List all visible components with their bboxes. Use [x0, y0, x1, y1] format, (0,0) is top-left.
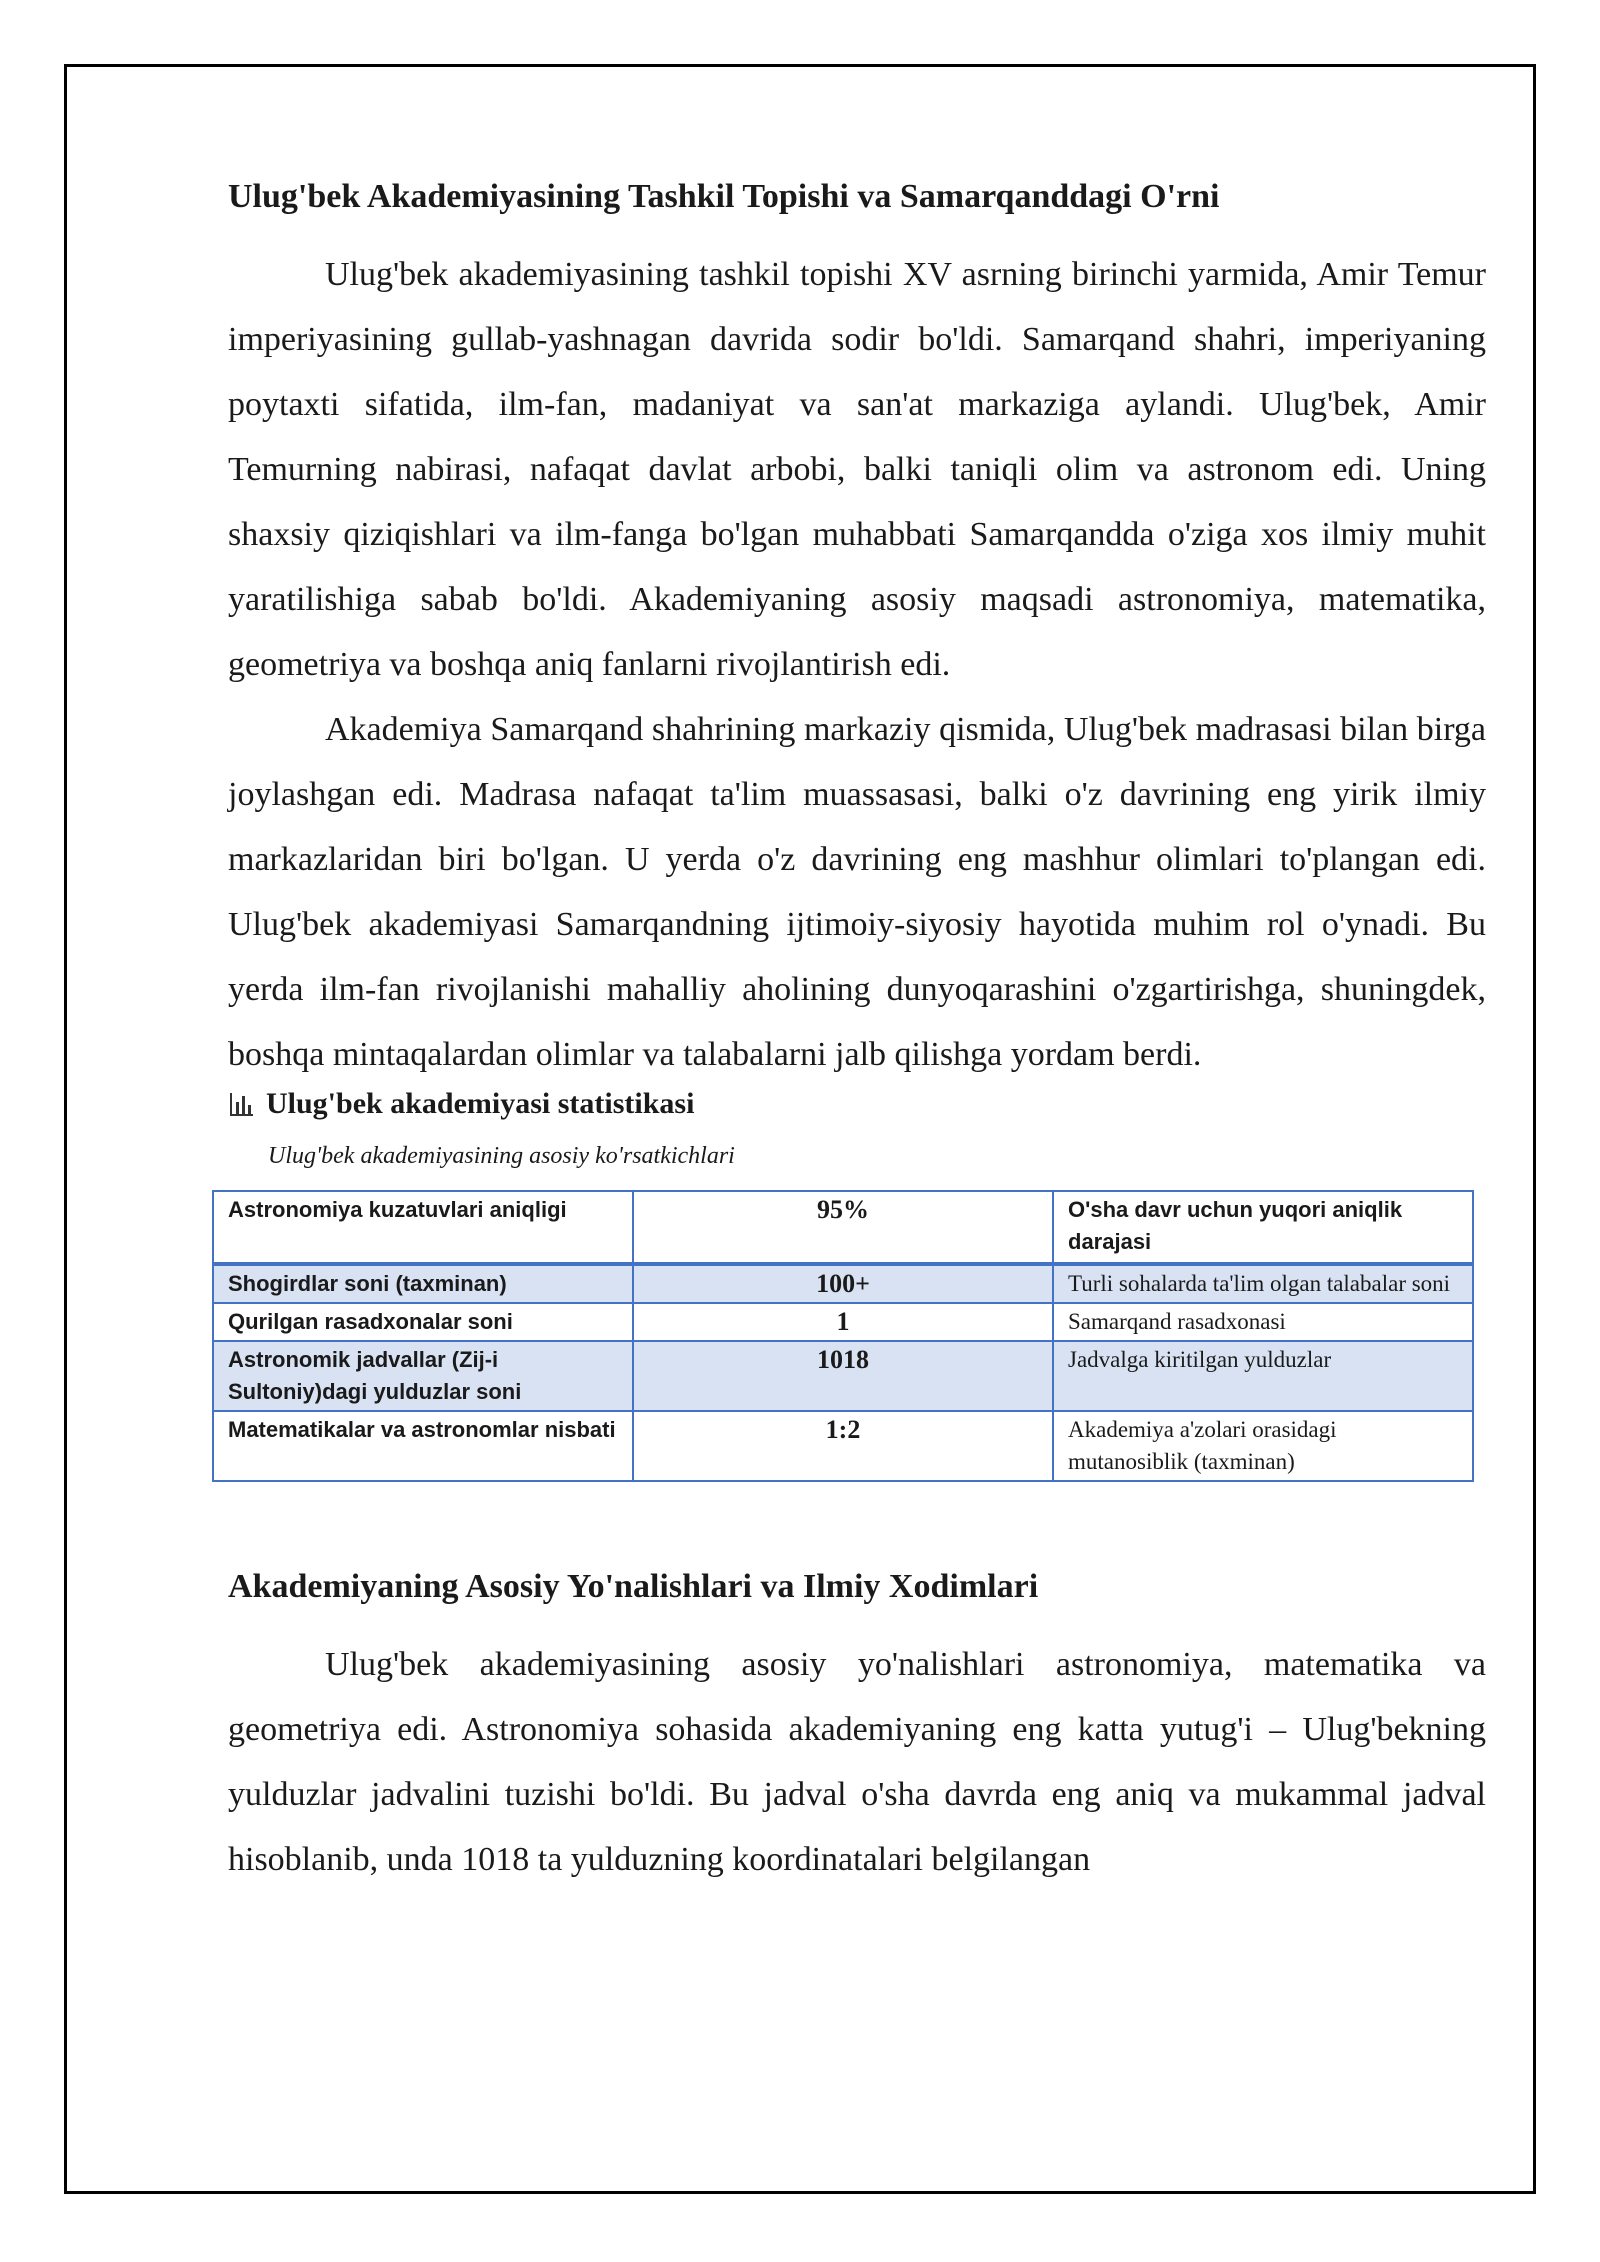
- section-heading: Akademiyaning Asosiy Yo'nalishlari va Ilmiy Xodimlari: [228, 1568, 1039, 1605]
- table-row: [213, 1264, 1473, 1303]
- row-value: 1:2: [633, 1411, 1053, 1481]
- row-value: 100+: [633, 1264, 1053, 1303]
- row-label: Qurilgan rasadxonalar soni: [213, 1303, 633, 1341]
- stats-subtitle: Ulug'bek akademiyasining asosiy ko'rsatkichlari: [268, 1143, 735, 1169]
- row-note: Samarqand rasadxonasi: [1053, 1303, 1473, 1341]
- document-content: [228, 170, 1486, 1892]
- row-value: 1: [633, 1303, 1053, 1341]
- row-label: Astronomiya kuzatuvlari aniqligi: [213, 1191, 633, 1264]
- row-note: Turli sohalarda ta'lim olgan talabalar soni: [1053, 1264, 1473, 1303]
- table-row: [213, 1191, 1473, 1264]
- row-note: Jadvalga kiritilgan yulduzlar: [1053, 1341, 1473, 1411]
- table-row: [213, 1341, 1473, 1411]
- paragraph: Ulug'bek akademiyasining asosiy yo'nalishlari astronomiya, matematika va geometriya edi. Astronomiya sohasida akademiyaning eng katta yutug'i – Ulug'bekning yulduzlar jadvalini tuzishi bo'ldi. Bu jadval o'sha davrda eng aniq va mukammal jadval hisoblanib, unda 1018 ta yulduzning koordinatalari belgilangan: [228, 1646, 1486, 1878]
- row-value: 1018: [633, 1341, 1053, 1411]
- row-note: Akademiya a'zolari orasidagi mutanosiblik (taxminan): [1053, 1411, 1473, 1481]
- paragraph: Ulug'bek akademiyasining tashkil topishi XV asrning birinchi yarmida, Amir Temur imperiyasining gullab-yashnagan davrida sodir bo'ldi. Samarqand shahri, imperiyaning poytaxti sifatida, ilm-fan, madaniyat va san'at markaziga aylandi. Ulug'bek, Amir Temurning nabirasi, nafaqat davlat arbobi, balki taniqli olim va astronom edi. Uning shaxsiy qiziqishlari va ilm-fanga bo'lgan muhabbati Samarqandda o'ziga xos ilmiy muhit yaratilishiga sabab bo'ldi. Akademiyaning asosiy maqsadi astronomiya, matematika, geometriya va boshqa aniq fanlarni rivojlantirish edi.: [228, 256, 1486, 683]
- bar-chart-icon: [228, 1090, 256, 1118]
- table-row: [213, 1303, 1473, 1341]
- table-row: [213, 1411, 1473, 1481]
- stats-title-text: Ulug'bek akademiyasi statistikasi: [266, 1087, 695, 1120]
- row-note: O'sha davr uchun yuqori aniqlik darajasi: [1053, 1191, 1473, 1264]
- paragraph: Akademiya Samarqand shahrining markaziy qismida, Ulug'bek madrasasi bilan birga joylashgan edi. Madrasa nafaqat ta'lim muassasasi, balki o'z davrining eng yirik ilmiy markazlaridan biri bo'lgan. U yerda o'z davrining eng mashhur olimlari to'plangan edi. Ulug'bek akademiyasi Samarqandning ijtimoiy-siyosiy hayotida muhim rol o'ynadi. Bu yerda ilm-fan rivojlanishi mahalliy aholining dunyoqarashini o'zgartirishga, shuningdek, boshqa mintaqalardan olimlar va talabalarni jalb qilishga yordam berdi.: [228, 711, 1486, 1073]
- row-label: Shogirdlar soni (taxminan): [213, 1264, 633, 1303]
- row-value: 95%: [633, 1191, 1053, 1264]
- stats-title: [228, 1087, 1486, 1121]
- section-heading: Ulug'bek Akademiyasining Tashkil Topishi va Samarqanddagi O'rni: [228, 178, 1220, 215]
- stats-table: [212, 1190, 1474, 1482]
- row-label: Astronomik jadvallar (Zij-i Sultoniy)dagi yulduzlar soni: [213, 1341, 633, 1411]
- row-label: Matematikalar va astronomlar nisbati: [213, 1411, 633, 1481]
